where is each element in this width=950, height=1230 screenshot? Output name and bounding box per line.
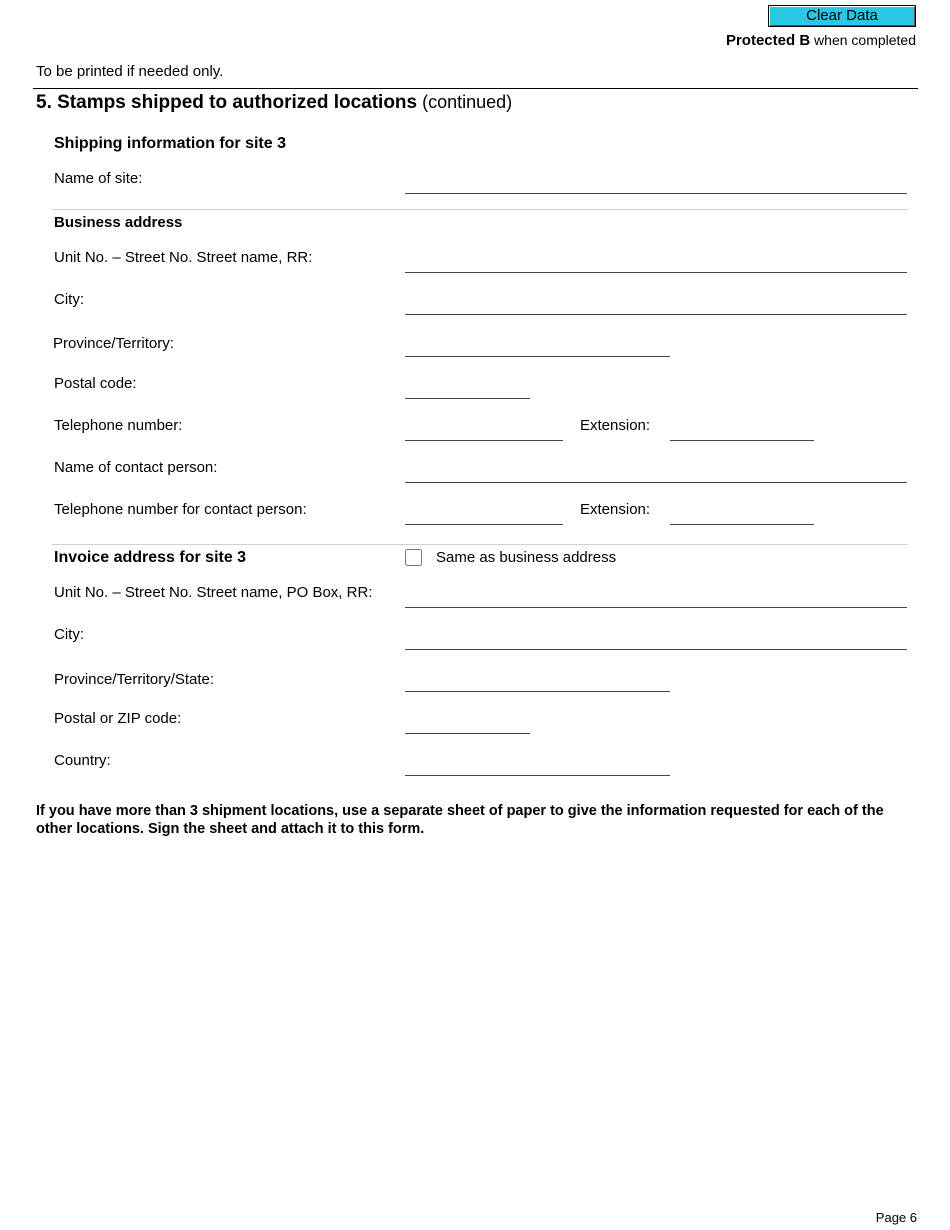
business-phone-field[interactable] xyxy=(405,424,563,441)
business-phone-label: Telephone number: xyxy=(54,417,183,434)
business-postal-field[interactable] xyxy=(405,382,530,399)
business-city-field[interactable] xyxy=(405,298,907,315)
business-address-heading: Business address xyxy=(54,214,183,231)
business-street-label: Unit No. – Street No. Street name, RR: xyxy=(54,249,313,266)
page-number: Page 6 xyxy=(875,1210,917,1225)
business-city-label: City: xyxy=(54,291,84,308)
invoice-province-label: Province/Territory/State: xyxy=(54,671,215,688)
invoice-country-label: Country: xyxy=(54,752,111,769)
separator xyxy=(52,544,908,545)
invoice-postal-field[interactable] xyxy=(405,717,530,734)
print-note: To be printed if needed only. xyxy=(36,63,224,80)
protection-notice xyxy=(726,32,916,49)
contact-name-label: Name of contact person: xyxy=(54,459,218,476)
contact-phone-label: Telephone number for contact person: xyxy=(54,501,307,518)
business-extension-label: Extension: xyxy=(580,417,651,434)
invoice-postal-label: Postal or ZIP code: xyxy=(54,710,182,727)
section-title-main: 5. Stamps shipped to authorized locations xyxy=(36,92,418,113)
invoice-city-label: City: xyxy=(54,626,84,643)
site-name-field[interactable] xyxy=(405,177,907,194)
business-province-label: Province/Territory: xyxy=(53,335,174,352)
protected-level: Protected B xyxy=(725,32,811,49)
invoice-city-field[interactable] xyxy=(405,633,907,650)
invoice-country-field[interactable] xyxy=(405,759,670,776)
contact-name-field[interactable] xyxy=(405,466,907,483)
site-heading: Shipping information for site 3 xyxy=(54,135,286,152)
same-as-business-label: Same as business address xyxy=(436,549,617,566)
contact-extension-label: Extension: xyxy=(580,501,651,518)
business-street-field[interactable] xyxy=(405,256,907,273)
contact-phone-field[interactable] xyxy=(405,508,563,525)
invoice-street-label: Unit No. – Street No. Street name, PO Box, RR: xyxy=(54,584,373,601)
business-extension-field[interactable] xyxy=(670,424,814,441)
protected-suffix: when completed xyxy=(810,32,916,48)
contact-extension-field[interactable] xyxy=(670,508,814,525)
section-divider xyxy=(33,88,918,89)
business-postal-label: Postal code: xyxy=(54,375,137,392)
additional-locations-note: If you have more than 3 shipment locations, use a separate sheet of paper to give the information requested for each of the other locations. Sign the sheet and attach it to this form. xyxy=(36,803,884,837)
section-title xyxy=(36,92,512,114)
invoice-province-field[interactable] xyxy=(405,675,670,692)
invoice-street-field[interactable] xyxy=(405,591,907,608)
separator xyxy=(52,209,908,210)
clear-data-button[interactable]: Clear Data xyxy=(768,5,916,27)
business-province-field[interactable] xyxy=(405,340,670,357)
site-name-label: Name of site: xyxy=(54,170,143,187)
invoice-address-heading: Invoice address for site 3 xyxy=(54,549,247,566)
section-title-suffix: (continued) xyxy=(417,92,513,112)
same-as-business-checkbox[interactable] xyxy=(405,549,422,566)
